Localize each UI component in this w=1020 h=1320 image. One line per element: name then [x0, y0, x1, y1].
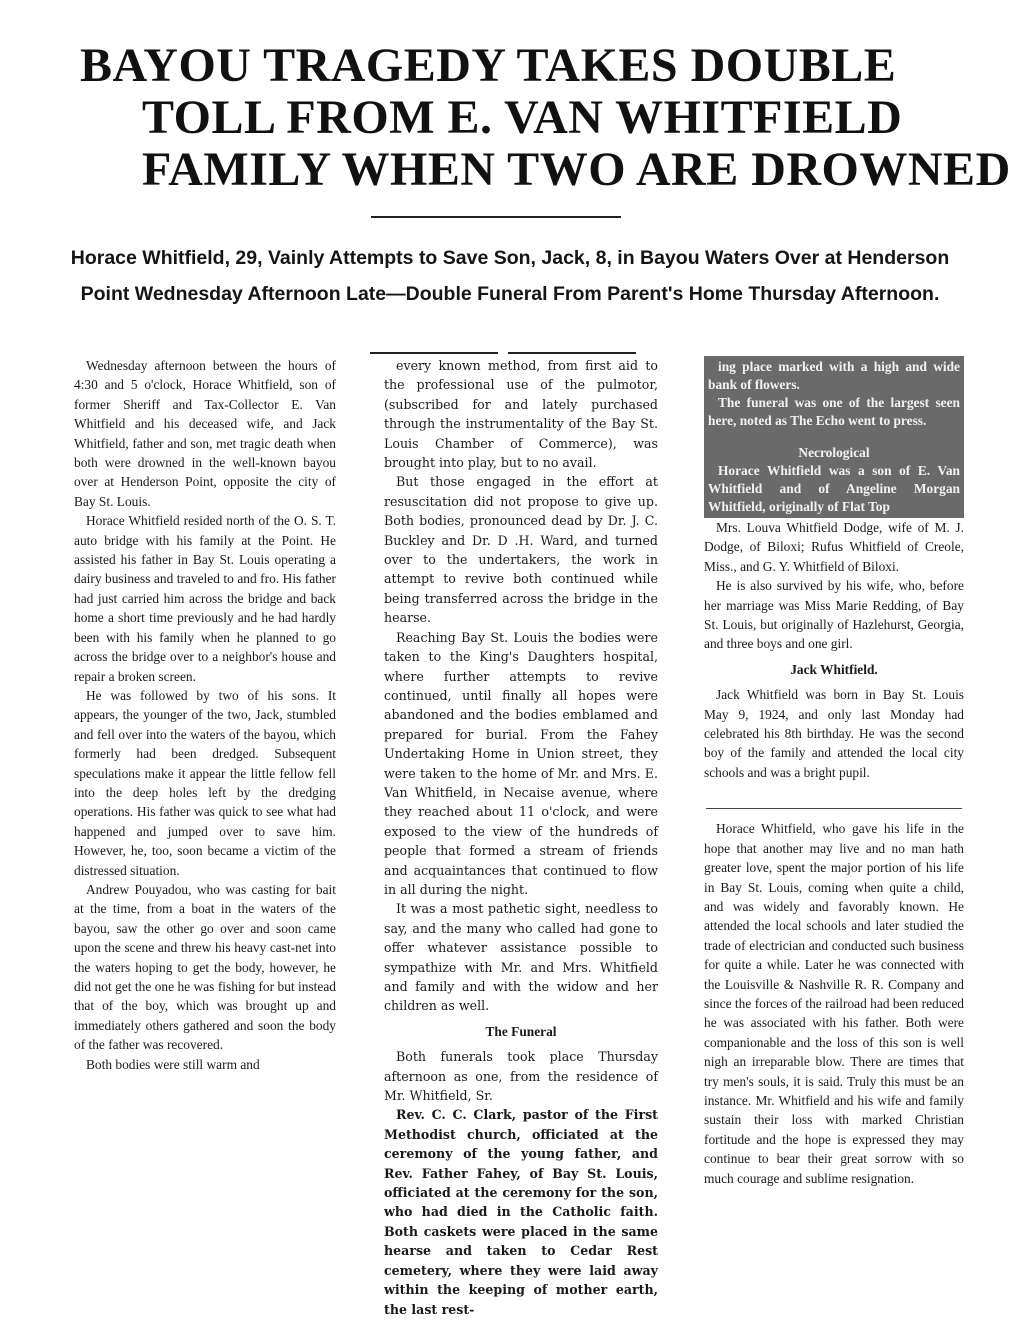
paragraph: Rev. C. C. Clark, pastor of the First Methodist church, officiated at the ceremony of the young father, and Rev. Father Fahey, of Bay St. Louis, officiated at the ceremony for the son, who had died in the Catholic faith. Both caskets were placed in the same hearse and taken to Cedar Rest cemetery, where they were laid away within the keeping of mother earth, the last rest- [384, 1107, 658, 1317]
funeral-heading: The Funeral [485, 1023, 557, 1039]
paragraph: Mrs. Louva Whitfield Dodge, wife of M. J. Dodge, of Biloxi; Rufus Whitfield of Creole, Miss., and G. Y. Whitfield of Biloxi. [704, 520, 964, 574]
paragraph: Horace Whitfield was a son of E. Van Whitfield and of Angeline Morgan Whitfield, originally of Flat Top [708, 463, 960, 514]
spacer [704, 782, 964, 808]
paragraph: ing place marked with a high and wide bank of flowers. [708, 359, 960, 392]
column-rule-left [370, 352, 498, 354]
paragraph: Horace Whitfield resided north of the O. S. T. auto bridge with his family at the Point. He assisted his father in Bay St. Louis operating a dairy business and traveled to and fro. His father had just carried him across the bridge and back home a short time previously and he had hardly been with his family when he planned to go across the bridge over to a neighbor's house and repair a broken screen. [74, 513, 336, 684]
paragraph: Andrew Pouyadou, who was casting for bait at the time, from a boat in the waters of the bayou, saw the other go over and soon came upon the scene and threw his heavy cast-net into the waters hoping to get the body, however, he did not get the one he was fishing for but instead that of the boy, which was brought up and immediately others gathered and soon the body of the father was recovered. [74, 881, 336, 1053]
headline-line-1: BAYOU TRAGEDY TAKES DOUBLE [80, 39, 897, 92]
column-1 [74, 356, 336, 1074]
paragraph: He is also survived by his wife, who, before her marriage was Miss Marie Redding, of Bay St. Louis, but originally of Hazlehurst, Georgia, and three boys and one girl. [704, 578, 964, 652]
paragraph: Jack Whitfield was born in Bay St. Louis May 9, 1924, and only last Monday had celebrated his 8th birthday. He was the second boy of the family and attended the local city schools and was a bright pupil. [704, 687, 964, 780]
paragraph: Reaching Bay St. Louis the bodies were taken to the King's Daughters hospital, where further attempts to revive continued, until finally all hopes were abandoned and the bodies emblamed and prepared for burial. From the Fahey Undertaking Home in Union street, they were taken to the home of Mr. and Mrs. E. Van Whitfield, in Necaise avenue, where they reached about 11 o'clock, and were exposed to the view of the hundreds of people that formed a stream of friends and acquaintances that continued to flow in all during the night. [384, 629, 658, 897]
column-rule-right [508, 352, 636, 354]
subheadline: Horace Whitfield, 29, Vainly Attempts to Save Son, Jack, 8, in Bayou Waters Over at Henderson Point Wednesday Afternoon Late—Double Funeral From Parent's Home Thursday Afternoon. [70, 247, 950, 305]
paragraph: He was followed by two of his sons. It appears, the younger of the two, Jack, stumbled and fell over into the waters of the bayou, which formerly had been dredged. Subsequent speculations make it appear the little fellow fell into the deep holes left by the dredging operations. His father was quick to see what had happened and jumped over to save him. However, he, too, soon became a victim of the distressed situation. [74, 687, 336, 878]
headline-line-2: TOLL FROM E. VAN WHITFIELD [142, 91, 903, 144]
smudged-print-block [704, 356, 964, 518]
column-3 [704, 356, 964, 1188]
headline [80, 39, 1011, 196]
paragraph: Wednesday afternoon between the hours of 4:30 and 5 o'clock, Horace Whitfield, son of former Sheriff and Tax-Collector E. Van Whitfield and his deceased wife, and Jack Whitfield, father and son, met tragic death when both were drowned in the well-known bayou over at Henderson Point, opposite the city of Bay St. Louis. [74, 358, 336, 509]
paragraph: It was a most pathetic sight, needless to say, and the many who called had gone to offer whatever assistance possible to sympathize with Mr. and Mrs. Whitfield and family and with the widow and her children as well. [384, 901, 658, 1014]
paragraph: every known method, from first aid to the professional use of the pulmotor, (subscribed for and lately purchased through the instrumentality of the Bay St. Louis Chamber of Commerce), was brought into play, but to no avail. [384, 358, 658, 471]
jack-heading: Jack Whitfield. [790, 661, 878, 677]
paragraph: The funeral was one of the largest seen here, noted as The Echo went to press. [708, 395, 960, 428]
divider [706, 808, 962, 809]
necrological-heading: Necrological [798, 445, 870, 460]
paragraph: Horace Whitfield, who gave his life in the hope that another may live and no man hath greater love, spent the major portion of his life in Bay St. Louis, coming when quite a child, and was widely and favorably known. He attended the local schools and later studied the trade of electrician and conducted such business for quite a while. Later he was connected with the Louisville & Nashville R. R. Company and since the forces of the railroad had been reduced he was associated with his father. Both were companionable and the loss of this son is well nigh an irreparable blow. There are times that try men's souls, it is said. Truly this must be an instance. Mr. Whitfield and his wife and family sustain their loss with marked Christian fortitude and the hope is expressed they may continue to bear their great sorrow with so much courage and sublime resignation. [704, 821, 964, 1186]
headline-rule [371, 216, 621, 218]
column-2 [384, 356, 658, 1319]
headline-line-3: FAMILY WHEN TWO ARE DROWNED [142, 143, 1011, 196]
paragraph: Both funerals took place Thursday afternoon as one, from the residence of Mr. Whitfield, Sr. [384, 1049, 658, 1104]
paragraph: But those engaged in the effort at resuscitation did not propose to give up. Both bodies, pronounced dead by Dr. J. C. Buckley and Dr. D .H. Ward, and turned over to the undertakers, the work in attempt to revive both continued while being transferred across the bridge in the hearse. [384, 474, 658, 626]
paragraph: Both bodies were still warm and [86, 1056, 260, 1072]
